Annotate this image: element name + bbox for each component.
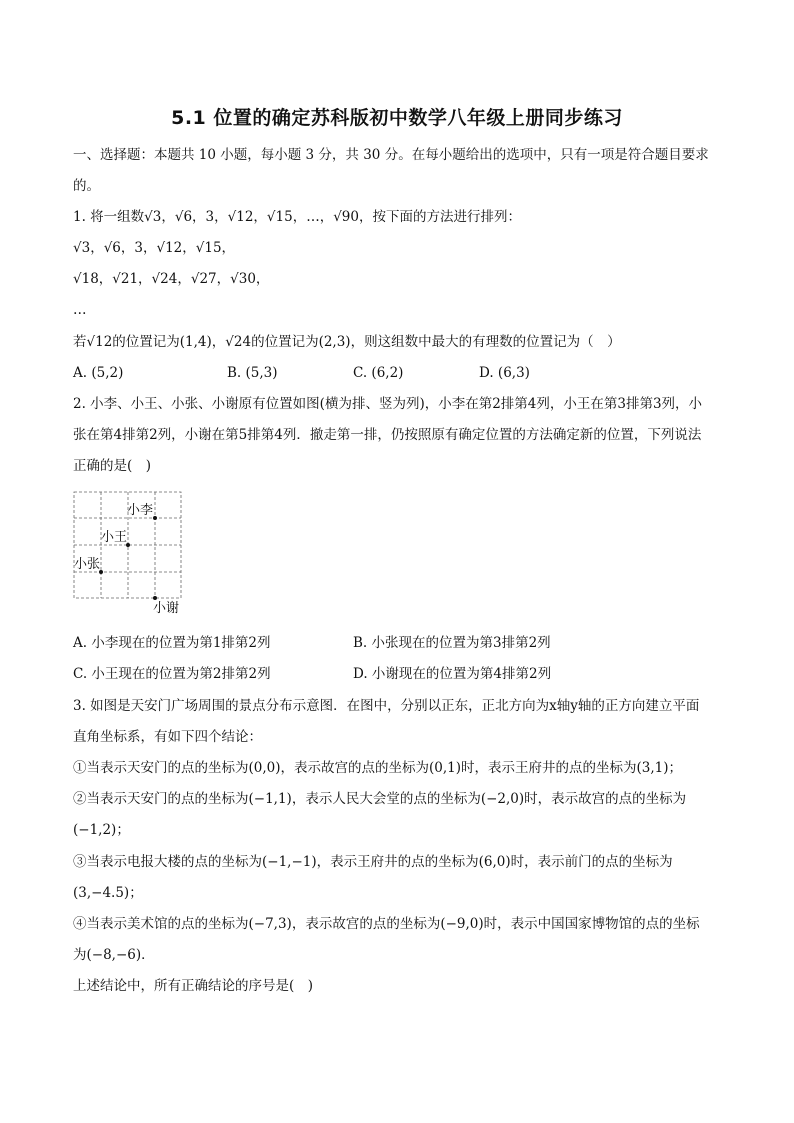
q2-line3: 正确的是( ) bbox=[73, 458, 152, 474]
page-title: 5.1 位置的确定苏科版初中数学八年级上册同步练习 bbox=[171, 107, 623, 129]
q3-line1: 3. 如图是天安门广场周围的景点分布示意图．在图中，分别以正东，正北方向为x轴y轴的正方向建立平面 bbox=[73, 698, 700, 714]
q2-option-b[interactable]: B. 小张现在的位置为第3排第2列 bbox=[353, 635, 551, 651]
q3-conclusion-4-continued: 为(−8,−6)． bbox=[73, 947, 155, 963]
q1-stem: 1. 将一组数√3，√6，3，√12，√15，…，√90，按下面的方法进行排列： bbox=[73, 209, 521, 225]
q1-question: 若√12的位置记为(1,4)，√24的位置记为(2,3)，则这组数中最大的有理数的位置记为（ ） bbox=[73, 334, 621, 350]
label-xiaoxie: 小谢 bbox=[153, 601, 180, 616]
q1-option-d[interactable]: D. (6,3) bbox=[479, 365, 530, 381]
q1-row1: √3，√6，3，√12，√15， bbox=[73, 240, 236, 256]
q3-question: 上述结论中，所有正确结论的序号是( ) bbox=[73, 978, 314, 994]
section-heading-continued: 的。 bbox=[73, 178, 100, 194]
q3-conclusion-2-continued: (−1,2)； bbox=[73, 822, 130, 838]
q1-option-a[interactable]: A. (5,2) bbox=[73, 365, 124, 381]
seating-grid-figure bbox=[70, 488, 200, 618]
label-xiaowang: 小王 bbox=[101, 530, 128, 545]
q1-option-b[interactable]: B. (5,3) bbox=[227, 365, 278, 381]
q2-line2: 张在第4排第2列，小谢在第5排第4列．撤走第一排，仍按照原有确定位置的方法确定新的位置，下列说法 bbox=[73, 427, 702, 443]
q3-line2: 直角坐标系，有如下四个结论： bbox=[73, 729, 262, 745]
point-xiaoxie bbox=[153, 596, 157, 600]
label-xiaozhang: 小张 bbox=[74, 557, 101, 572]
q2-line1: 2. 小李、小王、小张、小谢原有位置如图(横为排、竖为列)，小李在第2排第4列，小王在第3排第3列，小 bbox=[73, 396, 703, 412]
q1-row3: … bbox=[73, 302, 87, 318]
q1-option-c[interactable]: C. (6,2) bbox=[353, 365, 404, 381]
q1-row2: √18，√21，√24，√27，√30， bbox=[73, 271, 270, 287]
q3-conclusion-3-continued: (3,−4.5)； bbox=[73, 885, 143, 901]
q2-option-d[interactable]: D. 小谢现在的位置为第4排第2列 bbox=[353, 666, 552, 682]
point-xiaoli bbox=[153, 516, 157, 520]
q3-conclusion-2: ②当表示天安门的点的坐标为(−1,1)，表示人民大会堂的点的坐标为(−2,0)时，表示故宫的点的坐标为 bbox=[73, 791, 687, 807]
label-xiaoli: 小李 bbox=[127, 503, 154, 518]
q3-conclusion-1: ①当表示天安门的点的坐标为(0,0)，表示故宫的点的坐标为(0,1)时，表示王府井的点的坐标为(3,1)； bbox=[73, 760, 683, 776]
q2-option-c[interactable]: C. 小王现在的位置为第2排第2列 bbox=[73, 666, 271, 682]
q2-option-a[interactable]: A. 小李现在的位置为第1排第2列 bbox=[73, 635, 271, 651]
q3-conclusion-4: ④当表示美术馆的点的坐标为(−7,3)，表示故宫的点的坐标为(−9,0)时，表示中国国家博物馆的点的坐标 bbox=[73, 916, 700, 932]
q3-conclusion-3: ③当表示电报大楼的点的坐标为(−1,−1)，表示王府井的点的坐标为(6,0)时，表示前门的点的坐标为 bbox=[73, 854, 673, 870]
section-heading: 一、选择题：本题共 10 小题，每小题 3 分，共 30 分。在每小题给出的选项中，只有一项是符合题目要求 bbox=[73, 147, 709, 163]
